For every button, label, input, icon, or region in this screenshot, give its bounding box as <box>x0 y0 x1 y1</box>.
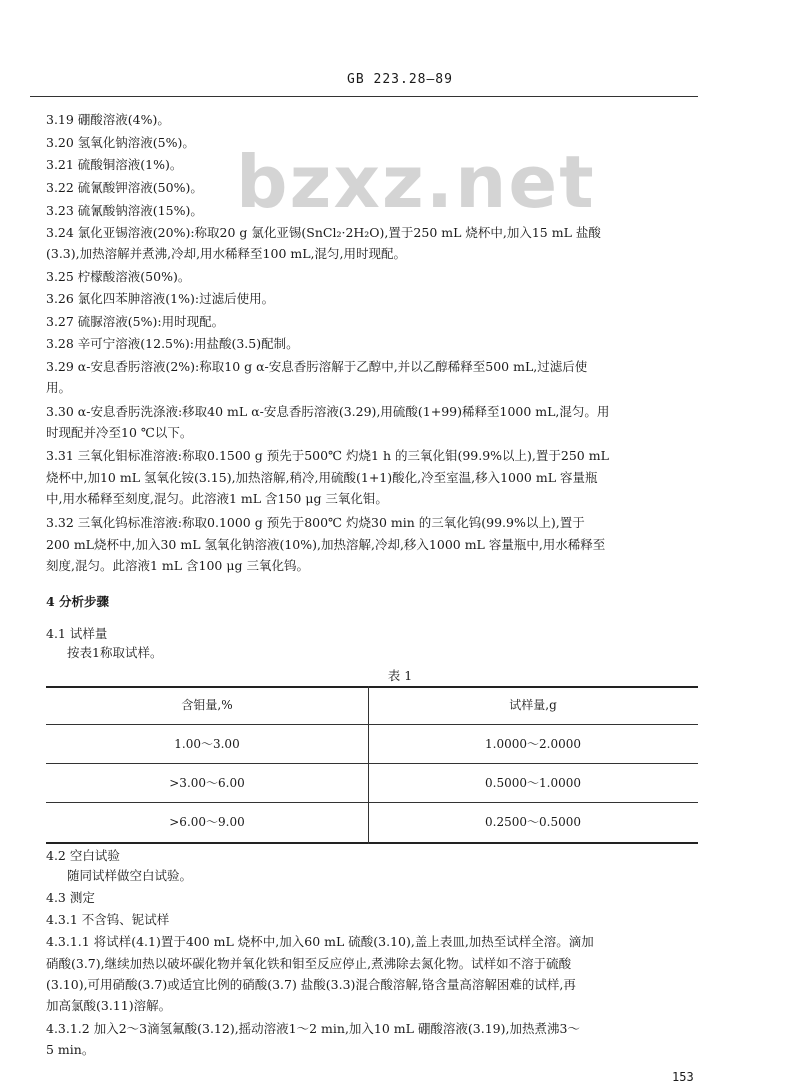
item-3-31-cont-2: 中,用水稀释至刻度,混匀。此溶液1 mL 含150 μg 三氧化钼。 <box>46 491 388 506</box>
item-3-26: 3.26 氯化四苯胂溶液(1%):过滤后使用。 <box>46 291 275 306</box>
item-3-24-cont: (3.3),加热溶解并煮沸,冷却,用水稀释至100 mL,混匀,用时现配。 <box>46 246 406 261</box>
item-4-3-1-1-cont-3: 加高氯酸(3.11)溶解。 <box>46 998 172 1013</box>
table-header-rule <box>46 724 698 725</box>
item-4-3-1-1-cont-1: 硝酸(3.7),继续加热以破坏碳化物并氧化铁和钼至反应停止,煮沸除去氮化物。试样如不溶于硫酸 <box>46 956 572 971</box>
item-3-21: 3.21 硫酸铜溶液(1%)。 <box>46 157 183 172</box>
item-3-32-cont-1: 200 mL烧杯中,加入30 mL 氢氧化钠溶液(10%),加热溶解,冷却,移入1000 mL 容量瓶中,用水稀释至 <box>46 537 606 552</box>
table-cell: 0.5000～1.0000 <box>485 776 581 790</box>
item-3-30: 3.30 α-安息香肟洗涤液:移取40 mL α-安息香肟溶液(3.29),用硫酸(1+99)稀释至1000 mL,混匀。用 <box>46 404 610 419</box>
table-row-rule <box>46 763 698 764</box>
page-number: 153 <box>672 1070 694 1084</box>
table-caption: 表 1 <box>387 668 413 683</box>
header-rule <box>30 96 698 97</box>
item-3-29: 3.29 α-安息香肟溶液(2%):称取10 g α-安息香肟溶解于乙醇中,并以乙醇稀释至500 mL,过滤后使 <box>46 359 588 374</box>
section-4-3-1-heading: 4.3.1 不含钨、铌试样 <box>46 912 170 927</box>
item-4-3-1-1-cont-2: (3.10),可用硝酸(3.7)或适宜比例的硝酸(3.7) 盐酸(3.3)混合酸溶解,铬含量高溶解困难的试样,再 <box>46 977 576 992</box>
item-4-3-1-1: 4.3.1.1 将试样(4.1)置于400 mL 烧杯中,加入60 mL 硫酸(3.10),盖上表皿,加热至试样全溶。滴加 <box>46 934 594 949</box>
section-4-2-heading: 4.2 空白试验 <box>46 848 120 863</box>
item-3-32: 3.32 三氧化钨标准溶液:称取0.1000 g 预先于800℃ 灼烧30 min 的三氧化钨(99.9%以上),置于 <box>46 515 585 530</box>
section-4-1-text: 按表1称取试样。 <box>67 645 163 660</box>
item-4-3-1-2-cont: 5 min。 <box>46 1042 95 1057</box>
item-4-3-1-2: 4.3.1.2 加入2～3滴氢氟酸(3.12),摇动溶液1～2 min,加入10 mL 硼酸溶液(3.19),加热煮沸3～ <box>46 1021 580 1036</box>
table-bottom-rule <box>46 842 698 844</box>
item-3-23: 3.23 硫氰酸钠溶液(15%)。 <box>46 203 203 218</box>
table-cell: 0.2500～0.5000 <box>485 815 581 829</box>
standard-code-header: GB 223.28—89 <box>347 72 453 87</box>
item-3-19: 3.19 硼酸溶液(4%)。 <box>46 112 170 127</box>
item-3-28: 3.28 辛可宁溶液(12.5%):用盐酸(3.5)配制。 <box>46 336 299 351</box>
table-cell: 1.0000～2.0000 <box>485 737 581 751</box>
section-4-2-text: 随同试样做空白试验。 <box>67 868 193 883</box>
item-3-25: 3.25 柠檬酸溶液(50%)。 <box>46 269 191 284</box>
table-cell: 1.00～3.00 <box>174 737 240 751</box>
item-3-29-cont: 用。 <box>46 380 72 395</box>
item-3-31-cont-1: 烧杯中,加10 mL 氢氧化铵(3.15),加热溶解,稍冷,用硫酸(1+1)酸化,冷至室温,移入1000 mL 容量瓶 <box>46 470 598 485</box>
item-3-24: 3.24 氯化亚锡溶液(20%):称取20 g 氯化亚锡(SnCl₂·2H₂O),置于250 mL 烧杯中,加入15 mL 盐酸 <box>46 225 601 240</box>
sample-weight-table <box>46 686 698 844</box>
table-cell: >3.00～6.00 <box>169 776 245 790</box>
table-header-mo-content: 含钼量,% <box>181 698 233 712</box>
item-3-22: 3.22 硫氰酸钾溶液(50%)。 <box>46 180 203 195</box>
section-4-3-heading: 4.3 测定 <box>46 890 95 905</box>
section-4-heading: 4 分析步骤 <box>46 594 110 609</box>
item-3-30-cont: 时现配并冷至10 ℃以下。 <box>46 425 193 440</box>
item-3-27: 3.27 硫脲溶液(5%):用时现配。 <box>46 314 225 329</box>
table-row-rule <box>46 802 698 803</box>
watermark: bzxz.net <box>236 140 596 224</box>
item-3-31: 3.31 三氧化钼标准溶液:称取0.1500 g 预先于500℃ 灼烧1 h 的三氧化钼(99.9%以上),置于250 mL <box>46 448 609 463</box>
item-3-20: 3.20 氢氧化钠溶液(5%)。 <box>46 135 195 150</box>
item-3-32-cont-2: 刻度,混匀。此溶液1 mL 含100 μg 三氧化钨。 <box>46 558 309 573</box>
table-cell: >6.00～9.00 <box>169 815 245 829</box>
section-4-1-heading: 4.1 试样量 <box>46 626 108 641</box>
table-top-rule <box>46 686 698 688</box>
table-header-sample-weight: 试样量,g <box>509 698 557 712</box>
